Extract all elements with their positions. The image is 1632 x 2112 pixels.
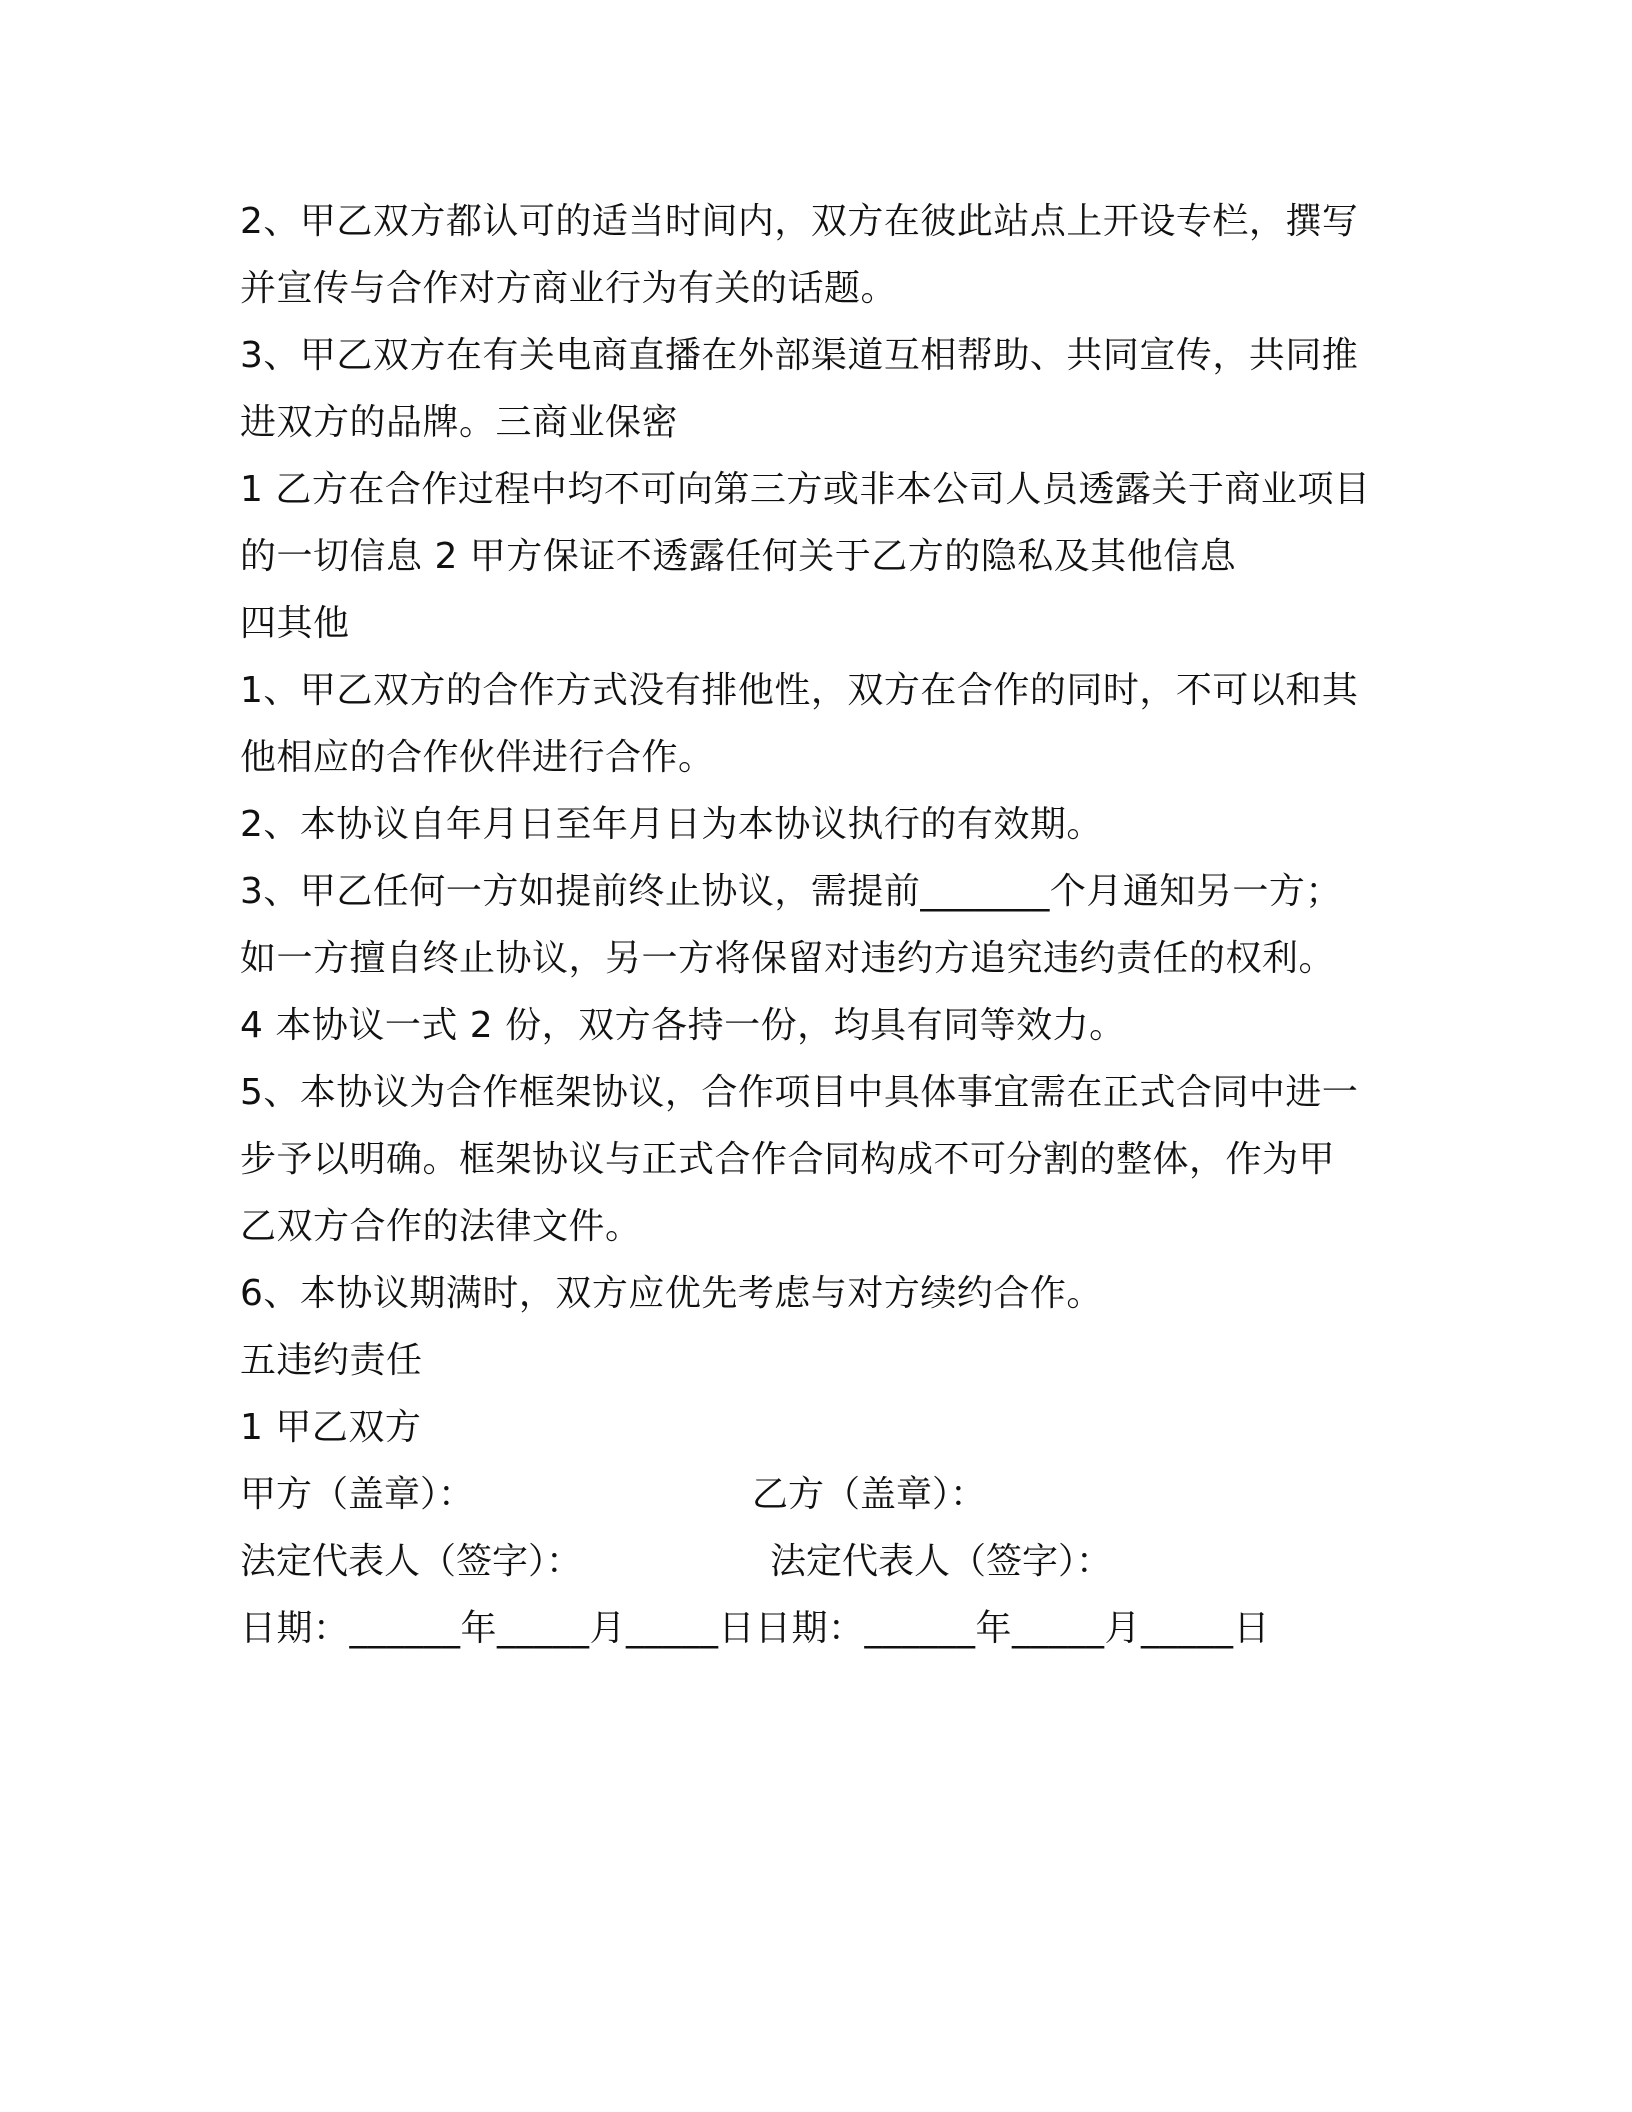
clause-2-line-1: 2、甲乙双方都认可的适当时间内，双方在彼此站点上开设专栏，撰写 bbox=[240, 201, 1359, 242]
other-clause-1-line-2: 他相应的合作伙伴进行合作。 bbox=[240, 737, 715, 778]
breach-clause-1: 1 甲乙双方 bbox=[240, 1407, 422, 1448]
party-b-seal-label: 乙方（盖章）： bbox=[752, 1474, 987, 1515]
clause-3-line-2: 进双方的品牌。三商业保密 bbox=[240, 402, 679, 443]
party-b-rep-label: 法定代表人（签字）： bbox=[770, 1541, 1113, 1582]
other-clause-6: 6、本协议期满时，双方应优先考虑与对方续约合作。 bbox=[240, 1273, 1103, 1314]
party-a-seal-label: 甲方（盖章）： bbox=[240, 1474, 475, 1515]
other-clause-1-line-1: 1、甲乙双方的合作方式没有排他性，双方在合作的同时，不可以和其 bbox=[240, 670, 1359, 711]
clause-3-line-1: 3、甲乙双方在有关电商直播在外部渠道互相帮助、共同宣传，共同推 bbox=[240, 335, 1359, 376]
other-clause-3-line-2: 如一方擅自终止协议，另一方将保留对违约方追究违约责任的权利。 bbox=[240, 938, 1336, 979]
party-a-rep-label: 法定代表人（签字）： bbox=[240, 1541, 583, 1582]
representative-row bbox=[240, 1528, 1400, 1595]
confidentiality-line-1: 1 乙方在合作过程中均不可向第三方或非本公司人员透露关于商业项目 bbox=[240, 469, 1371, 510]
other-clause-4: 4 本协议一式 2 份，双方各持一份，均具有同等效力。 bbox=[240, 1005, 1126, 1046]
other-clause-5-line-2: 步予以明确。框架协议与正式合作合同构成不可分割的整体，作为甲 bbox=[240, 1139, 1336, 1180]
section-heading-breach: 五违约责任 bbox=[240, 1340, 423, 1381]
document-body bbox=[240, 188, 1400, 1662]
section-heading-other: 四其他 bbox=[240, 603, 350, 644]
other-clause-3-line-1: 3、甲乙任何一方如提前终止协议，需提前_______个月通知另一方； bbox=[240, 871, 1342, 912]
clause-2-line-2: 并宣传与合作对方商业行为有关的话题。 bbox=[240, 268, 898, 309]
confidentiality-line-2: 的一切信息 2 甲方保证不透露任何关于乙方的隐私及其他信息 bbox=[240, 536, 1237, 577]
other-clause-5-line-3: 乙双方合作的法律文件。 bbox=[240, 1206, 642, 1247]
other-clause-5-line-1: 5、本协议为合作框架协议，合作项目中具体事宜需在正式合同中进一 bbox=[240, 1072, 1359, 1113]
seal-row bbox=[240, 1461, 1400, 1528]
other-clause-2: 2、本协议自年月日至年月日为本协议执行的有效期。 bbox=[240, 804, 1103, 845]
date-row: 日期：______年_____月_____日日期：______年_____月_____日 bbox=[240, 1608, 1271, 1649]
